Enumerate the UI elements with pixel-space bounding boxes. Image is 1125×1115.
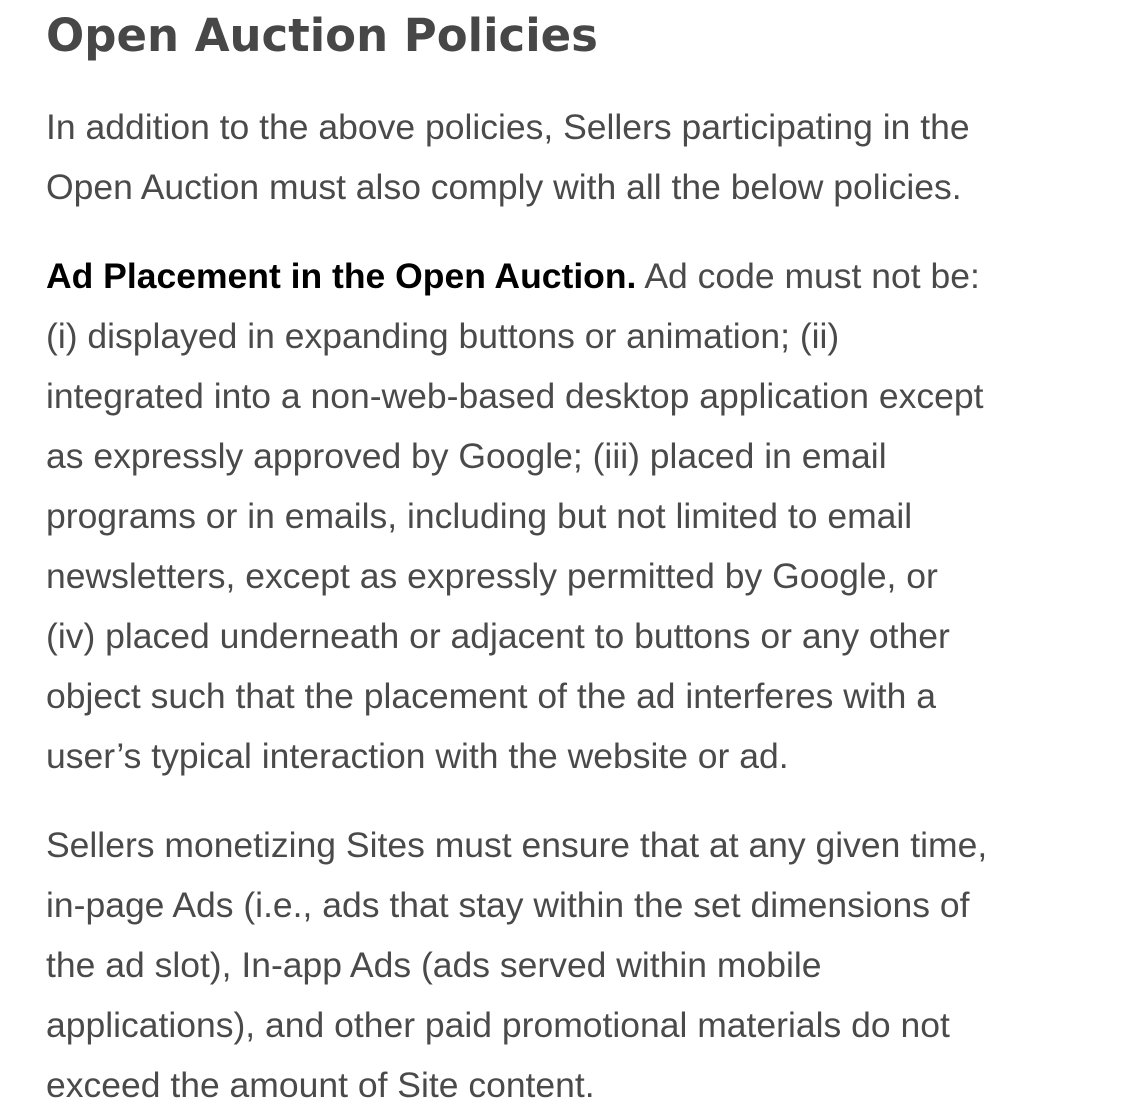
intro-paragraph bbox=[46, 97, 1096, 217]
ad-placement-line: (iv) placed underneath or adjacent to buttons or any other bbox=[46, 616, 950, 656]
ad-placement-line: object such that the placement of the ad interferes with a bbox=[46, 676, 936, 716]
ad-placement-first-line-text: Ad code must not be: bbox=[636, 256, 980, 296]
sellers-line: Sellers monetizing Sites must ensure that at any given time, bbox=[46, 825, 988, 865]
sellers-paragraph bbox=[46, 815, 1096, 1115]
ad-placement-line: as expressly approved by Google; (iii) placed in email bbox=[46, 436, 887, 476]
ad-placement-line: integrated into a non-web-based desktop application except bbox=[46, 376, 984, 416]
ad-placement-line: newsletters, except as expressly permitted by Google, or bbox=[46, 556, 938, 596]
policy-document bbox=[46, 0, 1096, 1115]
intro-line: Open Auction must also comply with all the below policies. bbox=[46, 167, 962, 207]
ad-placement-line: (i) displayed in expanding buttons or animation; (ii) bbox=[46, 316, 840, 356]
sellers-line: exceed the amount of Site content. bbox=[46, 1065, 595, 1105]
ad-placement-lead: Ad Placement in the Open Auction. bbox=[46, 256, 637, 296]
sellers-line: applications), and other paid promotional materials do not bbox=[46, 1005, 950, 1045]
ad-placement-first-line bbox=[46, 246, 1096, 306]
ad-placement-paragraph bbox=[46, 246, 1096, 786]
intro-line: In addition to the above policies, Sellers participating in the bbox=[46, 107, 970, 147]
ad-placement-line: user’s typical interaction with the website or ad. bbox=[46, 736, 789, 776]
sellers-line: the ad slot), In-app Ads (ads served within mobile bbox=[46, 945, 822, 985]
sellers-line: in-page Ads (i.e., ads that stay within the set dimensions of bbox=[46, 885, 970, 925]
ad-placement-line: programs or in emails, including but not limited to email bbox=[46, 496, 913, 536]
page-title: Open Auction Policies bbox=[46, 9, 598, 62]
